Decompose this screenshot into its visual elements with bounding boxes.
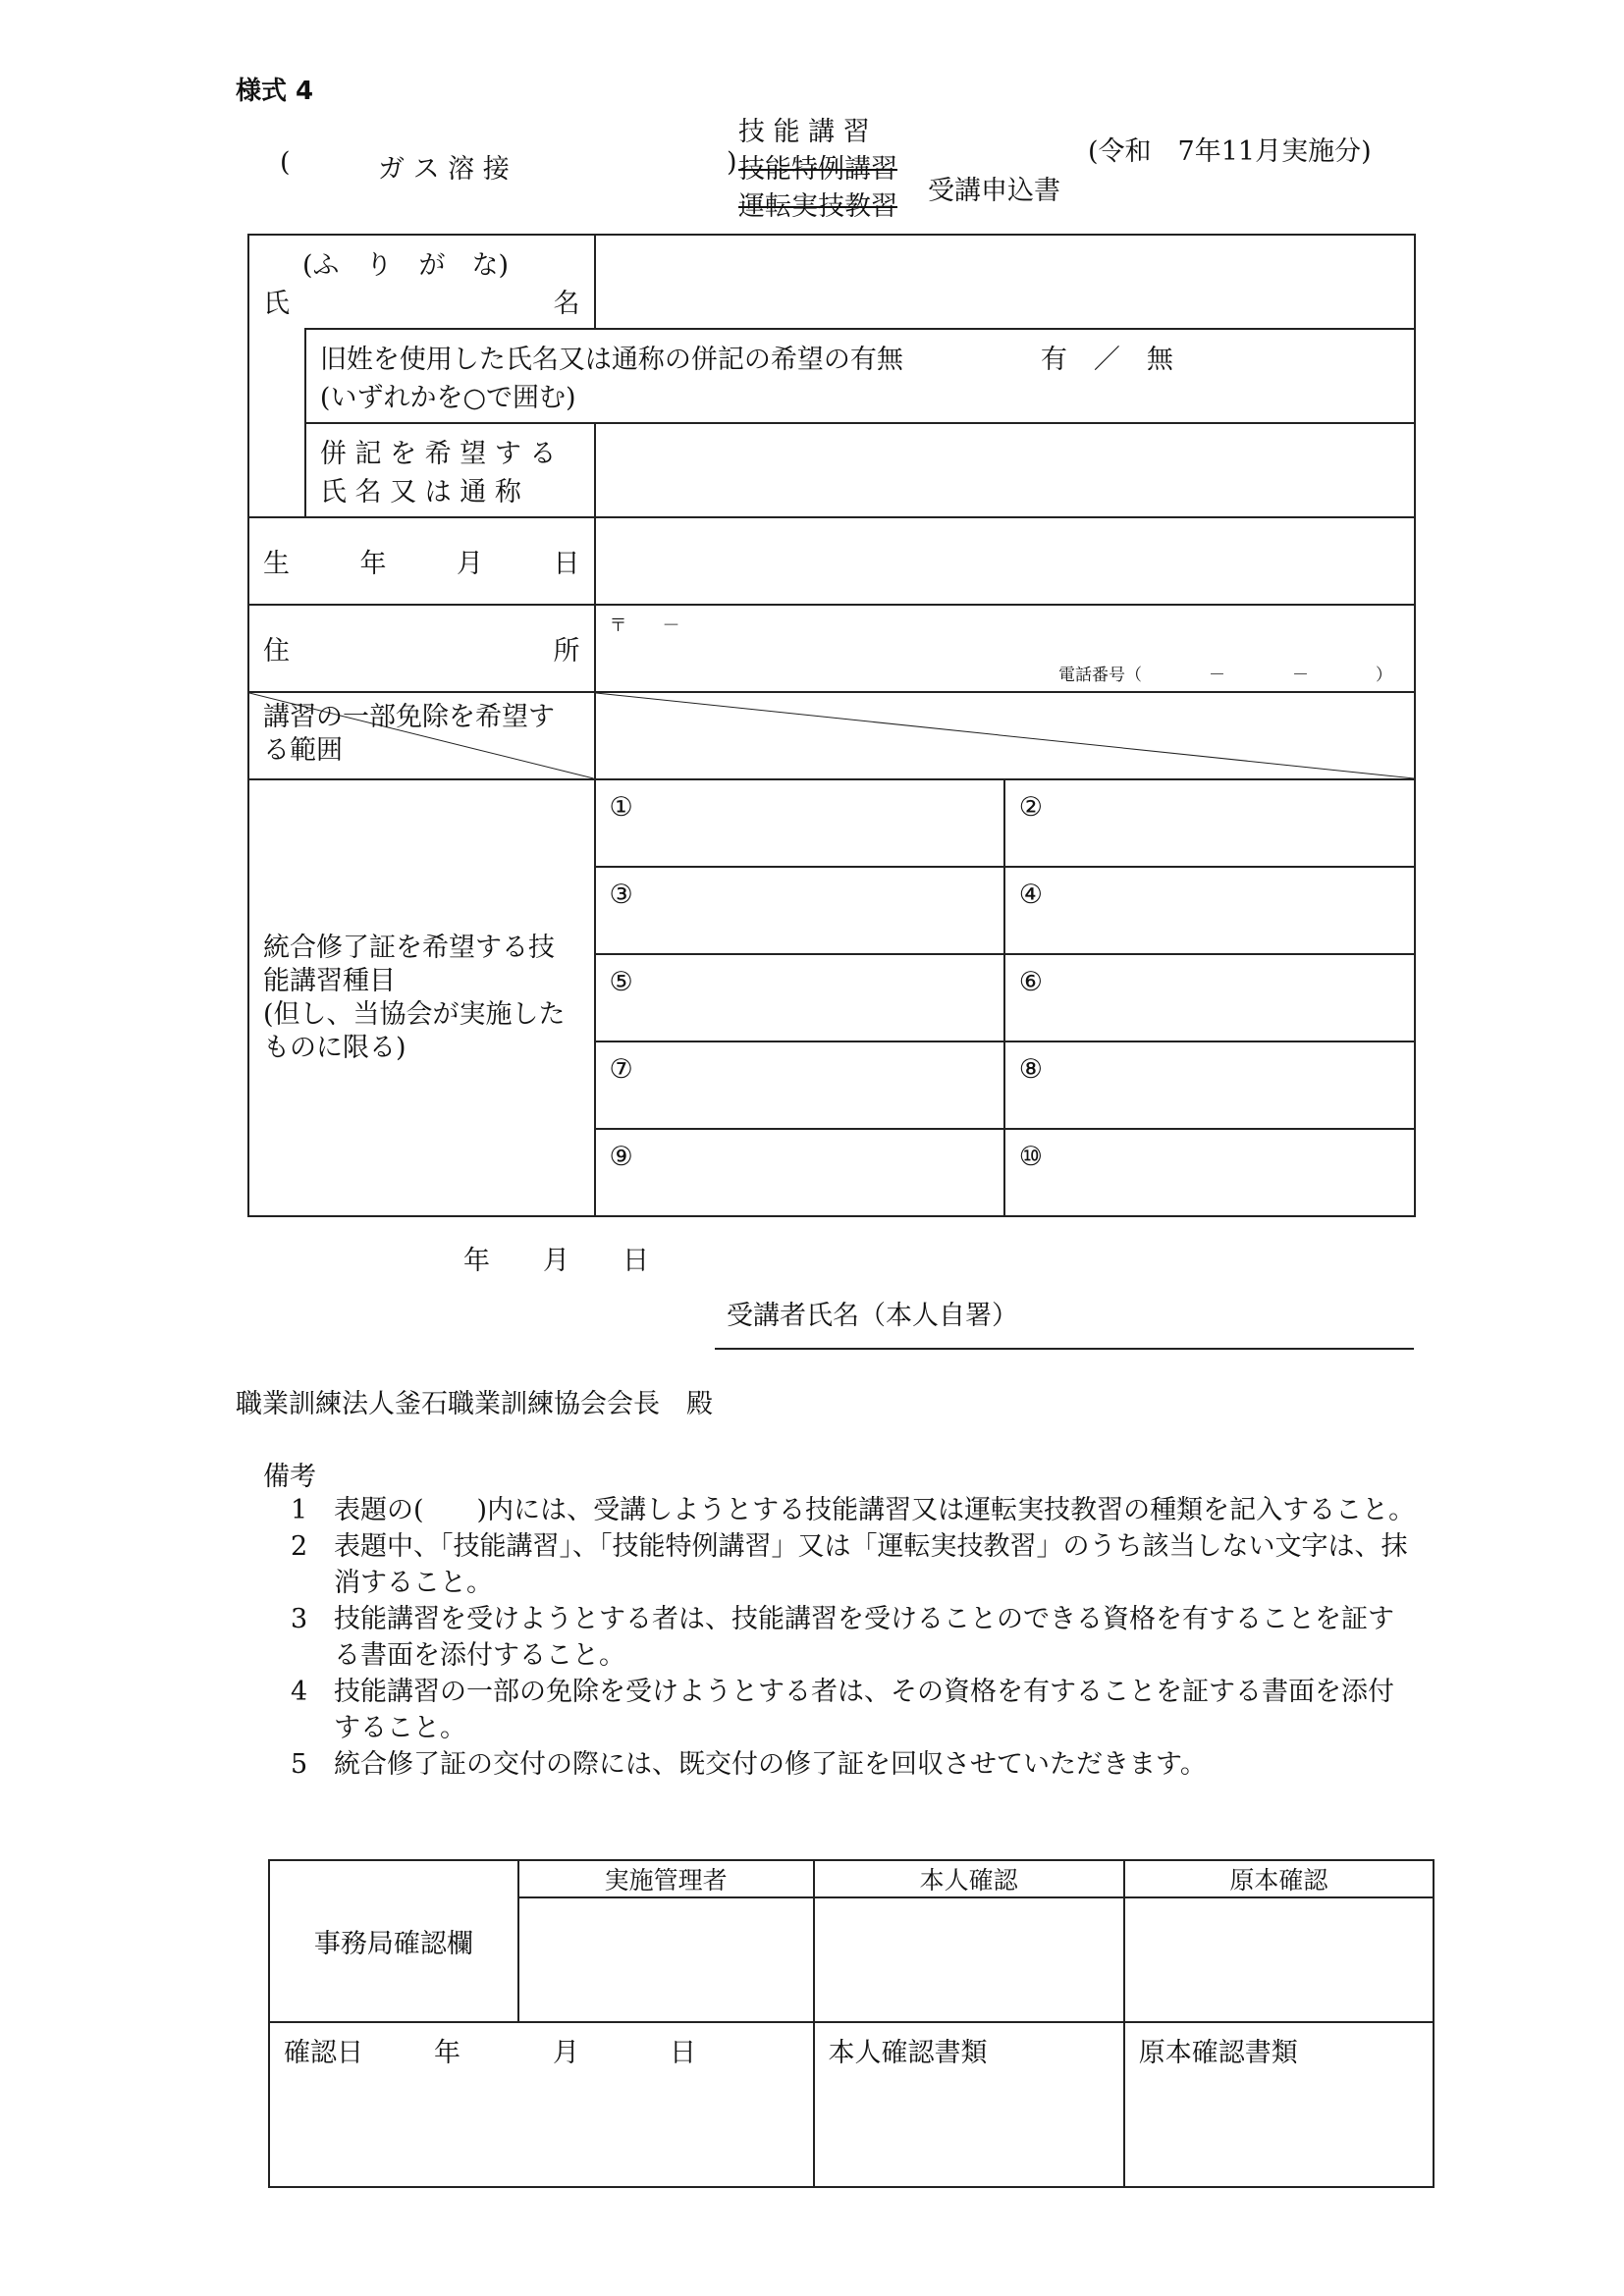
note-item [291, 1492, 1420, 1528]
note-item [291, 1746, 1420, 1783]
birth-date-field[interactable] [595, 517, 1415, 605]
certificate-item-7[interactable] [595, 1041, 1004, 1129]
circled-number: ⑤ [609, 967, 633, 997]
certificate-item-1[interactable] [595, 779, 1004, 867]
note-item [291, 1674, 1420, 1746]
circled-number: ③ [609, 880, 633, 910]
address-label-right: 所 [553, 636, 580, 667]
name-label-right: 名 [553, 289, 580, 319]
certificate-item-4[interactable] [1004, 867, 1415, 954]
name-field[interactable] [595, 235, 1415, 329]
old-name-question: 旧姓を使用した氏名又は通称の併記の希望の有無 [319, 345, 903, 375]
circled-number: ⑧ [1018, 1054, 1043, 1085]
birth-label-day: 日 [553, 549, 580, 579]
office-label-cell [269, 1860, 518, 2022]
confirm-date-month: 月 [553, 2038, 579, 2068]
application-date-line[interactable]: 年 月 日 [463, 1246, 649, 1276]
circled-number: ⑥ [1018, 967, 1043, 997]
combined-name-label-line1: 併 記 を 希 望 す る [319, 439, 557, 469]
circled-number: ② [1018, 792, 1043, 823]
certificate-label: 統合修了証を希望する技能講習種目 (但し、当協会が実施したものに限る) [263, 932, 566, 1063]
certificate-item-9[interactable] [595, 1129, 1004, 1216]
exemption-field-diagonal [596, 693, 1414, 778]
note-item [291, 1601, 1420, 1674]
title-type-option-driving-course: 運転実技教習 [738, 191, 897, 222]
note-item [291, 1528, 1420, 1601]
header-identity-check: 本人確認 [814, 1860, 1124, 1897]
title-course-name: ガ ス 溶 接 [378, 154, 510, 185]
note-text: 表題中、「技能講習」、「技能特例講習」又は「運転実技教習」のうち該当しない文字は、抹消すること。 [334, 1531, 1408, 1598]
circled-number: ④ [1018, 880, 1043, 910]
circled-number: ⑩ [1018, 1142, 1043, 1172]
exemption-label-cell [248, 692, 595, 779]
header-original-check: 原本確認 [1124, 1860, 1434, 1897]
signature-line[interactable] [715, 1348, 1414, 1350]
identity-docs-label: 本人確認書類 [828, 2038, 988, 2068]
note-text: 表題の( )内には、受講しようとする技能講習又は運転実技教習の種類を記入すること。 [334, 1495, 1416, 1525]
note-text: 技能講習を受けようとする者は、技能講習を受けることのできる資格を有することを証する書面を添付すること。 [334, 1604, 1394, 1671]
notes-list [291, 1492, 1420, 1783]
birth-date-label-cell [248, 517, 595, 605]
certificate-label-cell [248, 779, 595, 1216]
certificate-item-5[interactable] [595, 954, 1004, 1041]
confirm-date-cell[interactable] [269, 2022, 814, 2187]
name-label-left: 氏 [263, 289, 290, 319]
exemption-field[interactable] [595, 692, 1415, 779]
notes-heading: 備考 [263, 1462, 316, 1492]
title-period: (令和 7年11月実施分) [1088, 136, 1372, 167]
certificate-item-2[interactable] [1004, 779, 1415, 867]
certificate-item-8[interactable] [1004, 1041, 1415, 1129]
old-name-options[interactable]: 有 ／ 無 [1040, 345, 1173, 375]
furigana-label: (ふ り が な) [302, 250, 510, 281]
confirm-date-day: 日 [670, 2038, 696, 2068]
birth-label-year-char: 生 [263, 549, 290, 579]
address-label-cell [248, 605, 595, 692]
circled-number: ⑦ [609, 1054, 633, 1085]
circled-number: ① [609, 792, 633, 823]
applicant-signature-label: 受講者氏名（本人自署） [727, 1301, 1018, 1331]
identity-docs-cell[interactable] [814, 2022, 1124, 2187]
old-name-preference-cell [305, 329, 1415, 423]
postal-mark: 〒 － [609, 615, 680, 636]
note-number: 1 [291, 1495, 308, 1525]
name-indent-cell [248, 329, 305, 517]
note-text: 技能講習の一部の免除を受けようとする者は、その資格を有することを証する書面を添付すること。 [334, 1677, 1394, 1743]
birth-label-year: 年 [359, 549, 387, 579]
note-text: 統合修了証の交付の際には、既交付の修了証を回収させていただきます。 [334, 1749, 1207, 1780]
title-type-option-skill-course: 技 能 講 習 [738, 117, 870, 147]
exemption-label: 講習の一部免除を希望する範囲 [263, 702, 555, 766]
combined-name-label-cell [305, 423, 595, 517]
certificate-item-10[interactable] [1004, 1129, 1415, 1216]
original-docs-cell[interactable] [1124, 2022, 1434, 2187]
phone-label: 電話番号（ － － ） [1058, 666, 1392, 685]
confirm-date-year: 年 [434, 2038, 460, 2068]
birth-label-month: 月 [457, 549, 483, 579]
form-number: 様式 4 [236, 77, 314, 106]
name-label-cell [248, 235, 595, 329]
note-number: 4 [291, 1677, 308, 1707]
title-suffix: 受講申込書 [928, 176, 1060, 206]
note-number: 3 [291, 1604, 308, 1634]
implementation-manager-field[interactable] [518, 1897, 814, 2022]
original-check-field[interactable] [1124, 1897, 1434, 2022]
original-docs-label: 原本確認書類 [1138, 2038, 1298, 2068]
address-field[interactable] [595, 605, 1415, 692]
combined-name-label-line2: 氏 名 又 は 通 称 [319, 477, 521, 507]
title-type-option-special-course: 技能特例講習 [738, 154, 897, 185]
application-table [247, 234, 1416, 1217]
circled-number: ⑨ [609, 1142, 633, 1172]
old-name-note: (いずれかを○で囲む) [319, 383, 576, 413]
title-open-paren: ( [280, 147, 291, 178]
note-number: 5 [291, 1749, 308, 1780]
certificate-item-6[interactable] [1004, 954, 1415, 1041]
title-close-paren: ) [727, 147, 737, 178]
header-implementation-manager: 実施管理者 [518, 1860, 814, 1897]
identity-check-field[interactable] [814, 1897, 1124, 2022]
address-label-left: 住 [263, 636, 290, 667]
office-confirmation-table [268, 1859, 1435, 2188]
certificate-item-3[interactable] [595, 867, 1004, 954]
note-number: 2 [291, 1531, 308, 1562]
combined-name-field[interactable] [595, 423, 1415, 517]
confirm-date-label: 確認日 [284, 2038, 363, 2068]
office-label: 事務局確認欄 [313, 1929, 473, 1959]
addressee: 職業訓練法人釜石職業訓練協会会長 殿 [236, 1389, 713, 1419]
